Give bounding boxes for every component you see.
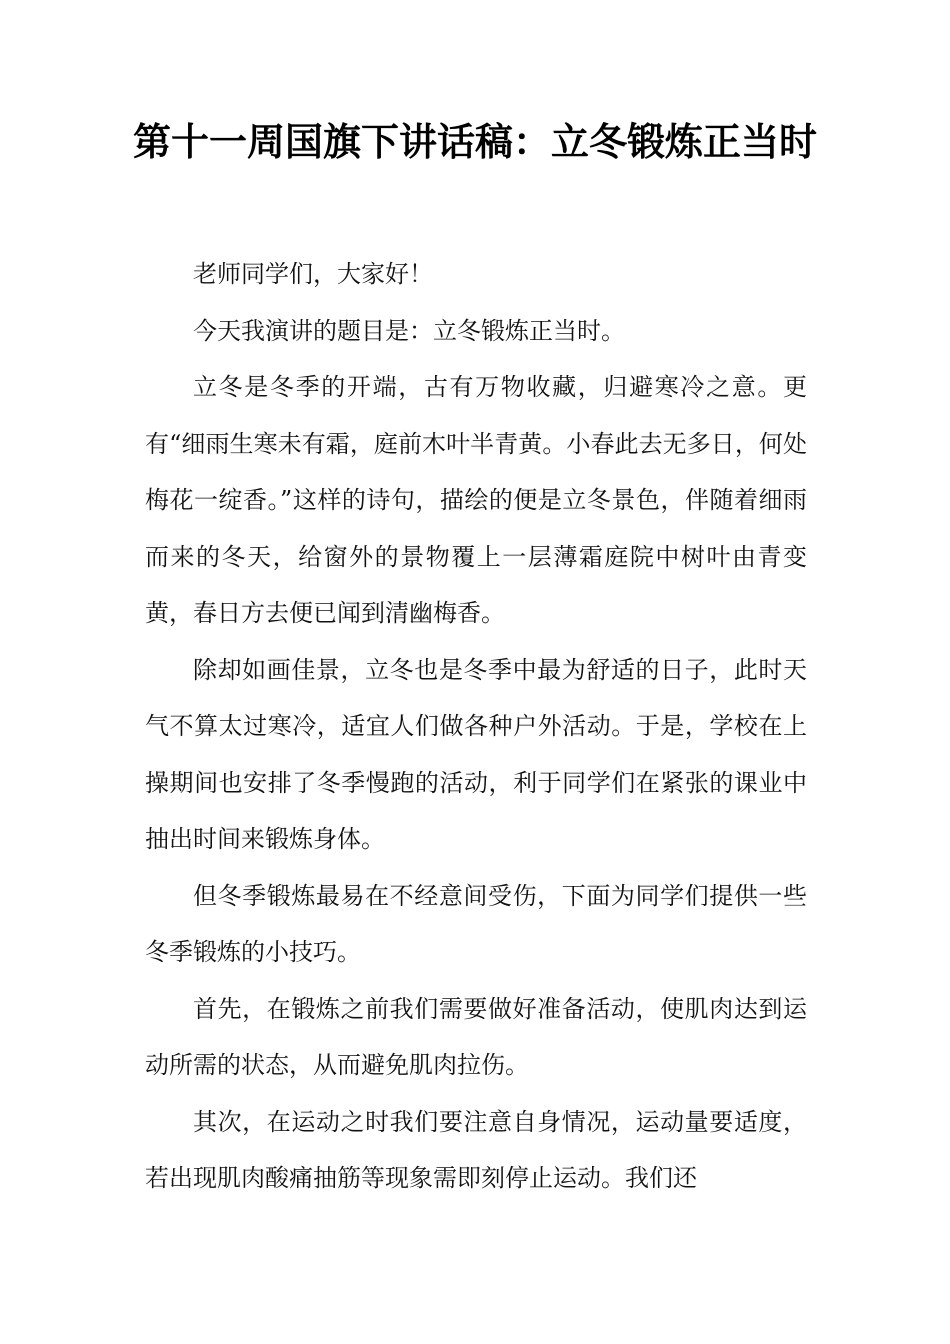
paragraph-tips-intro: 但冬季锻炼最易在不经意间受伤，下面为同学们提供一些冬季锻炼的小技巧。 (145, 881, 807, 966)
document-body (145, 246, 807, 1207)
paragraph-outdoor-activity: 除却如画佳景，立冬也是冬季中最为舒适的日子，此时天气不算太过寒冷，适宜人们做各种户外活动。于是，学校在上操期间也安排了冬季慢跑的活动，利于同学们在紧张的课业中抽出时间来锻炼身体。 (145, 655, 807, 853)
document-title: 第十一周国旗下讲话稿：立冬锻炼正当时 (132, 119, 817, 164)
paragraph-tip-warmup: 首先，在锻炼之前我们需要做好准备活动，使肌肉达到运动所需的状态，从而避免肌肉拉伤。 (145, 994, 807, 1079)
paragraph-tip-moderation: 其次，在运动之时我们要注意自身情况，运动量要适度，若出现肌肉酸痛抽筋等现象需即刻停止运动。我们还 (145, 1107, 807, 1192)
paragraph-topic: 今天我演讲的题目是：立冬锻炼正当时。 (193, 316, 625, 345)
paragraph-greeting: 老师同学们，大家好！ (193, 260, 433, 288)
paragraph-winter-scene: 立冬是冬季的开端，古有万物收藏，归避寒冷之意。更有“细雨生寒未有霜，庭前木叶半青黄。小春此去无多日，何处梅花一绽香。”这样的诗句，描绘的便是立冬景色，伴随着细雨而来的冬天，给窗外的景物覆上一层薄霜庭院中树叶由青变黄，春日方去便已闻到清幽梅香。 (145, 373, 807, 627)
